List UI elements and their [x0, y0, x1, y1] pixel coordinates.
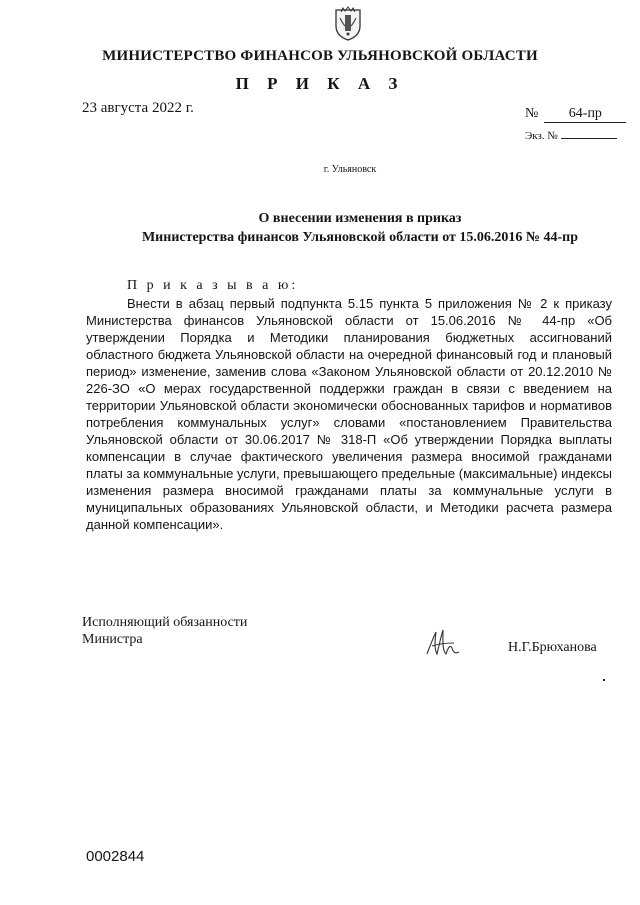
signer-role-line-1: Исполняющий обязанности	[82, 615, 248, 630]
signer-name: Н.Г.Брюханова	[508, 640, 597, 655]
document-type-title: П Р И К А З	[235, 74, 405, 93]
signer-role	[82, 614, 247, 648]
order-body-text: Внести в абзац первый подпункта 5.15 пункта 5 приложения № 2 к приказу Министерства финансов Ульяновской области от 15.06.2016 № 44-пр «Об утверждении Порядка и Методики планирования бюджетных ассигнований областного бюджета Ульяновской области на очередной финансовый год и плановый период» изменение, заменив слова «Законом Ульяновской области от 20.12.2010 № 226-ЗО «О мерах государственной поддержки граждан в связи с введением на территории Ульяновской области экономически обоснованных тарифов и нормативов потребления коммунальных услуг» словами «постановлением Правительства Ульяновской области от 30.06.2017 № 318-П «Об утверждении Порядка выплаты компенсации в случае фактического увеличения размера вносимой гражданами платы за коммунальные услуги, превышающего предельные (максимальные) индексы изменения размера вносимой гражданами платы за коммунальные услуги в муниципальных образованиях Ульяновской области, и Методики расчета размера данной компенсации».	[86, 296, 612, 532]
copy-label: Экз. №	[525, 130, 558, 142]
number-label: №	[525, 106, 539, 121]
handwritten-signature-icon	[424, 624, 464, 664]
ministry-name: МИНИСТЕРСТВО ФИНАНСОВ УЛЬЯНОВСКОЙ ОБЛАСТИ	[102, 48, 538, 64]
order-subject	[100, 209, 620, 247]
copy-number-row	[525, 130, 617, 142]
stray-dot	[603, 679, 605, 681]
signer-role-line-2: Министра	[82, 632, 143, 647]
copy-number-blank	[561, 138, 617, 139]
order-date: 23 августа 2022 г.	[82, 100, 194, 116]
document-serial-number: 0002844	[86, 848, 145, 865]
order-number-row	[525, 106, 626, 123]
order-word: П р и к а з ы в а ю:	[127, 278, 299, 293]
city: г. Ульяновск	[323, 164, 377, 175]
subject-line-2: Министерства финансов Ульяновской области от 15.06.2016 № 44-пр	[141, 230, 579, 245]
coat-of-arms-icon	[333, 6, 363, 42]
order-number: 64-пр	[544, 106, 626, 123]
subject-line-1: О внесении изменения в приказ	[258, 211, 462, 226]
